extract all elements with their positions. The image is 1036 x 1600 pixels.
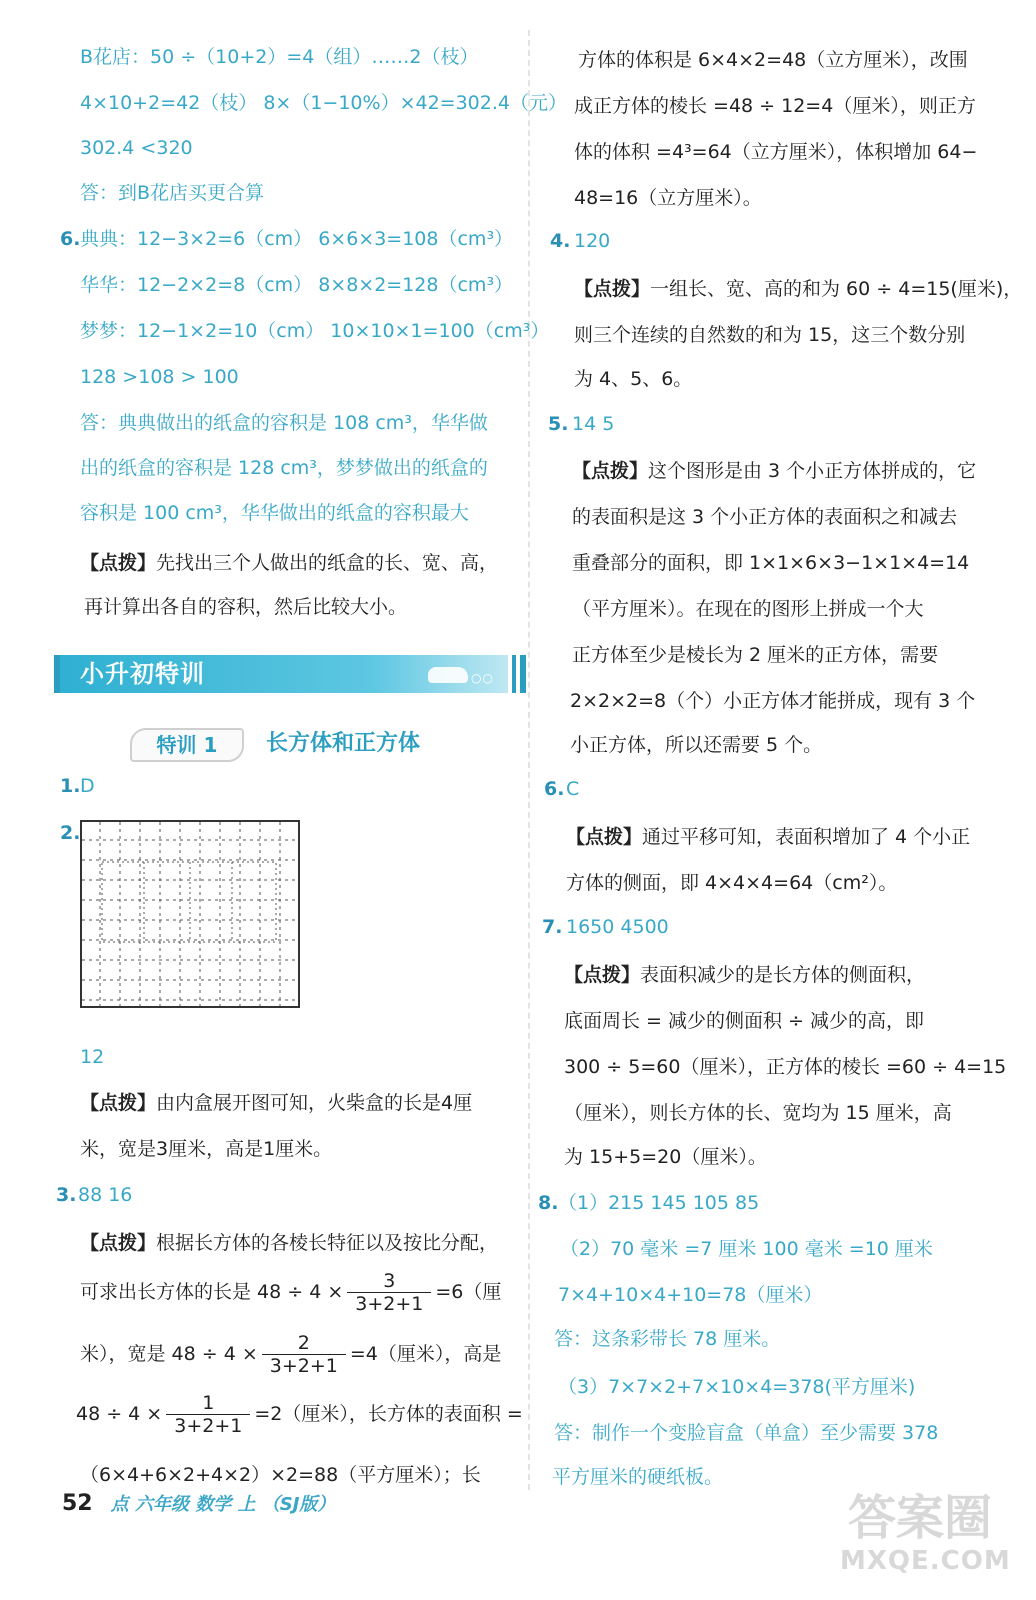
tip-label: 【点拨】 xyxy=(564,964,641,986)
page-footer xyxy=(62,1490,335,1522)
text-line xyxy=(574,364,692,394)
fraction-post: =2（厘米），长方体的表面积 = xyxy=(254,1403,523,1425)
text-line xyxy=(80,548,498,578)
text-line xyxy=(80,1042,104,1072)
line-text: 302.4 <320 xyxy=(80,137,193,159)
fraction-pre: 米），宽是 48 ÷ 4 × xyxy=(80,1343,258,1365)
text-line xyxy=(80,362,239,392)
text-line xyxy=(80,408,488,438)
text-line xyxy=(574,91,976,121)
line-text: 根据长方体的各棱长特征以及按比分配， xyxy=(156,1232,499,1254)
line-text: 重叠部分的面积，即 1×1×6×3−1×1×4=14 xyxy=(572,552,970,574)
section-pill xyxy=(130,728,244,762)
fraction-numerator: 3 xyxy=(347,1270,431,1293)
page-number: 52 xyxy=(62,1491,93,1516)
text-line xyxy=(572,409,614,439)
text-line xyxy=(558,1188,759,1218)
line-text: 米，宽是3厘米，高是1厘米。 xyxy=(80,1138,333,1160)
tip-label: 【点拨】 xyxy=(566,826,643,848)
watermark-url: MXQE.COM xyxy=(840,1546,1011,1576)
fraction xyxy=(166,1392,250,1437)
question-number: 3. xyxy=(56,1184,77,1206)
fraction-pre: 48 ÷ 4 × xyxy=(76,1403,163,1425)
matchbox-net-grid xyxy=(80,820,302,1010)
line-text: （1）215 145 105 85 xyxy=(558,1192,760,1214)
line-text: 小正方体，所以还需要 5 个。 xyxy=(570,734,823,756)
line-text: 一组长、宽、高的和为 60 ÷ 4=15(厘米)， xyxy=(650,278,1023,300)
book-title: 点 六年级 数学 上 （SJ版） xyxy=(110,1494,336,1515)
line-text: 通过平移可知，表面积增加了 4 个小正 xyxy=(642,826,971,848)
question-number: 5. xyxy=(548,413,569,435)
text-line xyxy=(80,1460,481,1490)
fraction-denominator: 3+2+1 xyxy=(355,1293,424,1315)
text-line xyxy=(80,316,549,346)
tip-label: 【点拨】 xyxy=(80,552,157,574)
line-text: 表面积减少的是长方体的侧面积， xyxy=(640,964,926,986)
question-number: 6. xyxy=(60,228,81,250)
line-text: 典典：12−3×2=6（cm） 6×6×3=108（cm³） xyxy=(80,228,514,250)
fraction-line xyxy=(80,1328,501,1380)
text-line xyxy=(574,137,977,167)
line-text: 7×4+10×4+10=78（厘米） xyxy=(558,1284,823,1306)
line-text: 由内盒展开图可知，火柴盒的长是4厘 xyxy=(156,1092,473,1114)
text-line xyxy=(570,730,822,760)
text-line xyxy=(566,912,669,942)
question-number: 1. xyxy=(60,775,81,797)
text-line xyxy=(566,822,970,852)
line-text: 梦梦：12−1×2=10（cm） 10×10×1=100（cm³） xyxy=(80,320,550,342)
text-line xyxy=(564,1098,952,1128)
line-text: （平方厘米）。在现在的图形上拼成一个大 xyxy=(572,598,924,620)
text-line xyxy=(80,1088,472,1118)
line-text: 为 15+5=20（厘米）。 xyxy=(564,1146,767,1168)
section-pill-label: 特训 1 xyxy=(156,733,218,757)
text-line xyxy=(558,1280,822,1310)
text-line xyxy=(566,774,579,804)
text-line xyxy=(554,1418,938,1448)
banner-title: 小升初特训 xyxy=(80,660,205,688)
section-name: 长方体和正方体 xyxy=(266,731,421,756)
text-line xyxy=(564,1052,1006,1082)
question-number: 7. xyxy=(542,916,563,938)
text-line xyxy=(80,224,513,254)
text-line xyxy=(574,274,1022,304)
text-line xyxy=(558,1372,915,1402)
text-line xyxy=(554,1324,780,1354)
banner-bar xyxy=(520,655,526,693)
line-text: （6×4+6×2+4×2）×2=88（平方厘米）；长 xyxy=(80,1464,481,1486)
line-text: B花店：50 ÷（10+2）=4（组）……2（枝） xyxy=(80,46,479,68)
line-text: 48=16（立方厘米）。 xyxy=(574,187,762,209)
line-text: 平方厘米的硬纸板。 xyxy=(552,1466,724,1488)
fraction-numerator: 2 xyxy=(262,1332,346,1355)
fraction-line xyxy=(80,1266,501,1318)
text-line xyxy=(80,88,567,118)
fraction-post: =4（厘米），高是 xyxy=(349,1343,502,1365)
text-line xyxy=(574,183,762,213)
dots-decoration: ○○ xyxy=(471,671,494,685)
line-text: 先找出三个人做出的纸盒的长、宽、高， xyxy=(156,552,499,574)
text-line xyxy=(552,1462,723,1492)
section-banner xyxy=(60,655,508,693)
line-text: C xyxy=(566,778,580,800)
line-text: 1650 4500 xyxy=(566,916,669,938)
banner-bar xyxy=(54,655,60,693)
answer-value: D xyxy=(80,775,95,797)
text-line xyxy=(566,868,897,898)
text-line xyxy=(80,453,488,483)
line-text: 120 xyxy=(574,230,611,252)
text-line xyxy=(574,320,965,350)
line-text: 正方体至少是棱长为 2 厘米的正方体，需要 xyxy=(572,644,939,666)
question-number: 2. xyxy=(60,822,81,844)
line-text: 12 xyxy=(80,1046,105,1068)
line-text: 出的纸盒的容积是 128 cm³，梦梦做出的纸盒的 xyxy=(80,457,488,479)
line-text: 答：这条彩带长 78 厘米。 xyxy=(554,1328,781,1350)
text-line xyxy=(80,133,193,163)
line-text: 则三个连续的自然数的和为 15，这三个数分别 xyxy=(574,324,966,346)
line-text: 这个图形是由 3 个小正方体拼成的，它 xyxy=(648,460,977,482)
text-line xyxy=(80,1228,498,1258)
line-text: 成正方体的棱长 =48 ÷ 12=4（厘米），则正方 xyxy=(574,95,976,117)
text-line xyxy=(572,548,969,578)
fraction xyxy=(262,1332,346,1377)
line-text: 答：制作一个变脸盲盒（单盒）至少需要 378 xyxy=(554,1422,939,1444)
text-line xyxy=(574,226,610,256)
text-line xyxy=(564,1142,767,1172)
line-text: 华华：12−2×2=8（cm） 8×8×2=128（cm³） xyxy=(80,274,514,296)
line-text: 300 ÷ 5=60（厘米），正方体的棱长 =60 ÷ 4=15 xyxy=(564,1056,1007,1078)
tip-label: 【点拨】 xyxy=(574,278,651,300)
question-number: 8. xyxy=(538,1192,559,1214)
text-line xyxy=(80,1134,332,1164)
line-text: 4×10+2=42（枝） 8×（1−10%）×42=302.4（元） xyxy=(80,92,567,114)
question-number: 4. xyxy=(550,230,571,252)
text-line xyxy=(80,498,469,528)
text-line xyxy=(572,594,924,624)
fraction-line xyxy=(76,1388,523,1440)
text-line xyxy=(80,270,513,300)
line-text: 底面周长 = 减少的侧面积 ÷ 减少的高，即 xyxy=(564,1010,924,1032)
watermark-text: 答案圈 xyxy=(847,1490,992,1546)
line-text: 方体的侧面，即 4×4×4=64（cm²）。 xyxy=(566,872,898,894)
text-line xyxy=(572,640,938,670)
text-line xyxy=(564,960,925,990)
line-text: 的表面积是这 3 个小正方体的表面积之和减去 xyxy=(572,506,958,528)
text-line xyxy=(560,1234,933,1264)
line-text: 128 >108 > 100 xyxy=(80,366,239,388)
line-text: （厘米），则长方体的长、宽均为 15 厘米，高 xyxy=(564,1102,952,1124)
line-text: 体的体积 =4³=64（立方厘米），体积增加 64− xyxy=(574,141,978,163)
banner-bar xyxy=(512,655,516,693)
text-line xyxy=(84,592,407,622)
line-text: （3）7×7×2+7×10×4=378(平方厘米) xyxy=(558,1376,916,1398)
fraction xyxy=(347,1270,431,1315)
column-divider xyxy=(528,30,530,1490)
text-line xyxy=(578,45,968,75)
tip-label: 【点拨】 xyxy=(80,1232,157,1254)
fraction-denominator: 3+2+1 xyxy=(174,1415,243,1437)
text-line xyxy=(80,42,478,72)
car-icon xyxy=(428,667,468,683)
text-line xyxy=(572,502,957,532)
text-line xyxy=(570,686,975,716)
tip-label: 【点拨】 xyxy=(572,460,649,482)
fraction-pre: 可求出长方体的长是 48 ÷ 4 × xyxy=(80,1281,344,1303)
fraction-post: =6（厘 xyxy=(435,1281,502,1303)
question-number: 6. xyxy=(544,778,565,800)
fraction-denominator: 3+2+1 xyxy=(269,1355,338,1377)
line-text: 2×2×2=8（个）小正方体才能拼成，现有 3 个 xyxy=(570,690,976,712)
text-line xyxy=(564,1006,924,1036)
line-text: 答：到B花店买更合算 xyxy=(80,182,265,204)
answer-value: 88 16 xyxy=(78,1184,133,1206)
text-line xyxy=(80,178,264,208)
line-text: 再计算出各自的容积，然后比较大小。 xyxy=(84,596,408,618)
line-text: 14 5 xyxy=(572,413,615,435)
line-text: 为 4、5、6。 xyxy=(574,368,693,390)
line-text: 答：典典做出的纸盒的容积是 108 cm³，华华做 xyxy=(80,412,488,434)
net-outline xyxy=(102,862,276,942)
line-text: 方体的体积是 6×4×2=48（立方厘米），改围 xyxy=(578,49,968,71)
line-text: （2）70 毫米 =7 厘米 100 毫米 =10 厘米 xyxy=(560,1238,933,1260)
line-text: 容积是 100 cm³，华华做出的纸盒的容积最大 xyxy=(80,502,469,524)
text-line xyxy=(572,456,976,486)
watermark-logo xyxy=(840,1490,1011,1590)
fraction-numerator: 1 xyxy=(166,1392,250,1415)
tip-label: 【点拨】 xyxy=(80,1092,157,1114)
